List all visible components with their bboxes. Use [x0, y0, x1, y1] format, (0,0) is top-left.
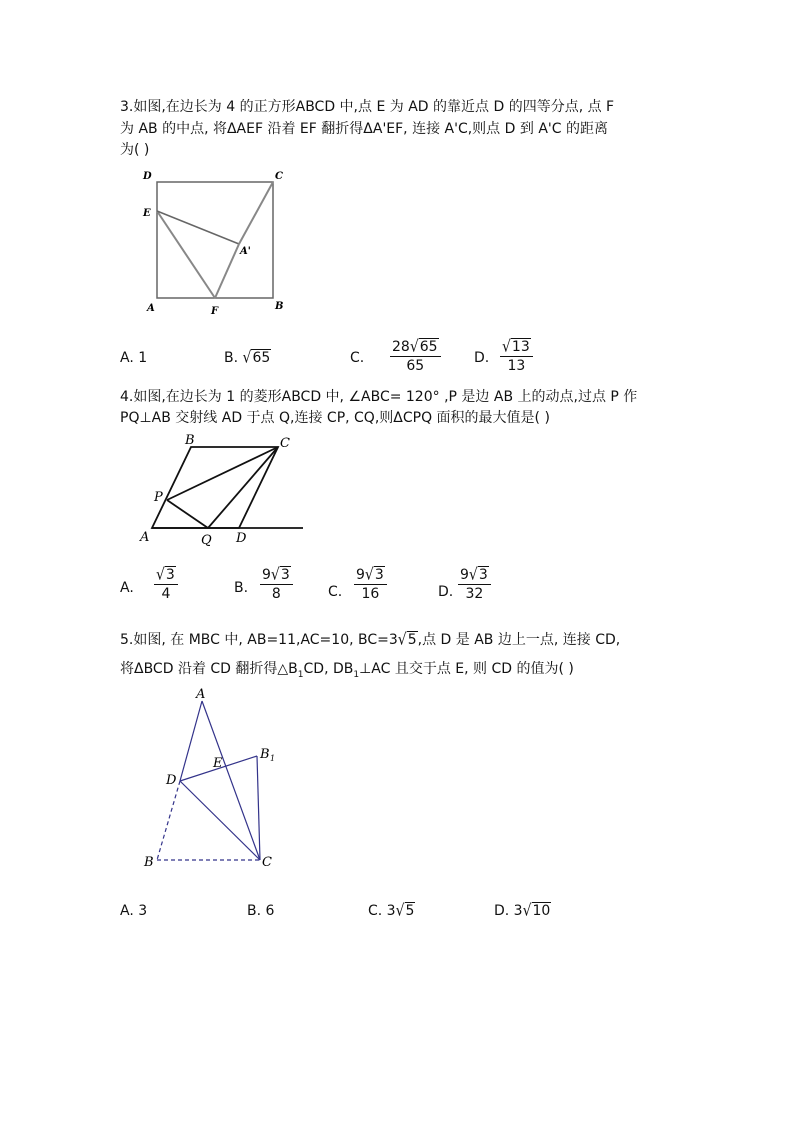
q5-label-B: B	[144, 855, 154, 870]
q3-square	[157, 182, 273, 298]
q4-label-A: A	[140, 530, 150, 545]
q4-label-Q: Q	[201, 533, 212, 548]
q3-option-d-prefix[interactable]: D.	[474, 350, 490, 366]
q5-option-c-prefix: C. 3	[368, 903, 396, 919]
q3-label-A1: A'	[240, 246, 251, 257]
q5-label-C: C	[262, 855, 272, 870]
q5-label-E: E	[213, 756, 223, 771]
q5-label-A: A	[196, 687, 206, 702]
q4-label-B: B	[185, 433, 195, 448]
q4-segment-CQ	[208, 447, 278, 528]
q4-figure	[135, 432, 315, 552]
q5-label-B1-sub: 1	[270, 754, 276, 763]
q4-option-b-fraction: $\frac{9√3}{8}$	[260, 566, 293, 603]
q4-rhombus	[152, 447, 278, 528]
q5-label-B1: B	[260, 747, 270, 762]
q3-label-A: A	[147, 303, 155, 314]
q4-option-d-prefix[interactable]: D.	[438, 584, 454, 600]
q5-option-d-prefix: D. 3	[494, 903, 523, 919]
q3-text-line2: 为 AB 的中点, 将ΔAEF 沿着 EF 翻折得ΔA'EF, 连接 A'C,则点 D 到 A'C 的距离	[120, 121, 608, 137]
q5-text-line1: 5.如图, 在 MBC 中, AB=11,AC=10, BC=3√5,点 D 是 AB 边上一点, 连接 CD,	[120, 630, 621, 650]
q5-sqrt-5: √5	[397, 630, 417, 650]
q5-option-c-sqrt: √5	[395, 901, 415, 921]
q5-option-c[interactable]	[368, 901, 415, 921]
q3-label-C: C	[275, 171, 283, 182]
q5-text-line2: 将ΔBCD 沿着 CD 翻折得$\triangle B_1CD$, $DB_1\perp AC$ 且交于点 E, 则 CD 的值为( )	[120, 661, 574, 680]
q5-option-d-sqrt: √10	[522, 901, 551, 921]
q3-label-B: B	[275, 301, 284, 312]
q5-segment-AC	[202, 701, 260, 860]
q4-option-d-fraction: $\frac{9√3}{32}$	[458, 566, 491, 603]
q4-label-D: D	[236, 531, 247, 546]
q3-segment-A1C	[239, 182, 273, 244]
q3-option-c-prefix[interactable]: C.	[350, 350, 365, 366]
q3-figure	[140, 168, 300, 318]
q3-segment-EF	[157, 211, 215, 298]
q5-segment-DB-dashed	[157, 781, 180, 860]
q5-option-b[interactable]: B. 6	[247, 903, 275, 919]
q4-text-line1: 4.如图,在边长为 1 的菱形ABCD 中, ∠ABC= 120° ,P 是边 AB 上的动点,过点 P 作	[120, 389, 638, 405]
q3-segment-FA1	[215, 244, 239, 298]
q4-label-C: C	[280, 436, 290, 451]
q3-segment-EA1	[157, 211, 239, 244]
q4-option-a-fraction: $\frac{√3}{4}$	[154, 566, 178, 603]
q4-option-c-prefix[interactable]: C.	[328, 584, 343, 600]
q5-label-D: D	[166, 773, 177, 788]
q4-label-P: P	[154, 490, 163, 505]
q4-segment-PQ	[167, 500, 208, 528]
q4-option-c-fraction: $\frac{9√3}{16}$	[354, 566, 387, 603]
q4-segment-CP	[167, 447, 278, 500]
q3-label-E: E	[143, 208, 151, 219]
q3-text-line1: 3.如图,在边长为 4 的正方形ABCD 中,点 E 为 AD 的靠近点 D 的四等分点, 点 F	[120, 99, 615, 115]
q5-segment-DC	[180, 781, 260, 860]
q4-option-b-prefix[interactable]: B.	[234, 580, 249, 596]
q3-option-b-prefix: B.	[224, 350, 239, 366]
q5-segment-B1C	[257, 756, 260, 860]
q5-option-a[interactable]: A. 3	[120, 903, 148, 919]
q3-option-b[interactable]	[224, 348, 271, 368]
q4-option-a-prefix[interactable]: A.	[120, 580, 134, 596]
q3-option-b-sqrt: √65	[242, 348, 271, 368]
q5-figure	[140, 688, 290, 878]
q5-option-d[interactable]	[494, 901, 551, 921]
q5-segment-AD	[180, 701, 202, 781]
q3-text-line3: 为( )	[120, 142, 150, 158]
q3-option-c-fraction: $\frac{28√65}{65}$	[390, 338, 441, 375]
q3-option-a[interactable]: A. 1	[120, 350, 148, 366]
q4-text-line2: PQ⊥AB 交射线 AD 于点 Q,连接 CP, CQ,则ΔCPQ 面积的最大值是( )	[120, 410, 550, 426]
q3-label-F: F	[211, 306, 219, 317]
q3-label-D: D	[143, 171, 152, 182]
q3-option-d-fraction: $\frac{√13}{13}$	[500, 338, 533, 375]
